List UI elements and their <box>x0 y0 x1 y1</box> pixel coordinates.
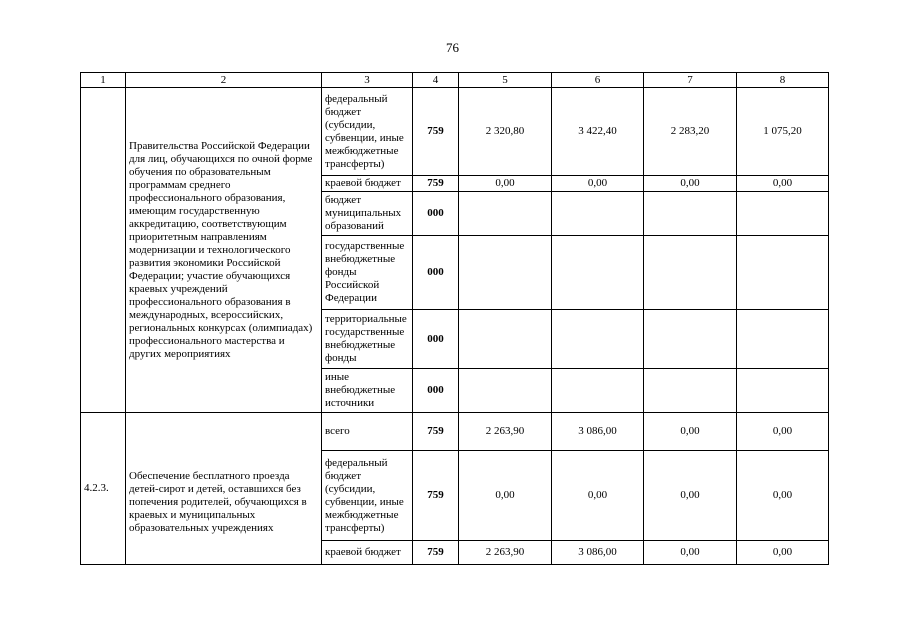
value-col7: 0,00 <box>644 176 737 192</box>
value-col5: 2 263,90 <box>459 541 552 565</box>
value-col6 <box>552 310 644 369</box>
value-col5: 0,00 <box>459 176 552 192</box>
budget-code: 000 <box>413 369 459 413</box>
value-col6: 3 422,40 <box>552 88 644 176</box>
funding-source: краевой бюджет <box>322 541 413 565</box>
funding-source: федеральный бюджет (субсидии, субвенции, иные межбюджетные трансферты) <box>322 451 413 541</box>
column-header: 2 <box>126 73 322 88</box>
funding-source: территориальные государственные внебюджетные фонды <box>322 310 413 369</box>
value-col8 <box>737 369 829 413</box>
spacer <box>129 442 318 470</box>
value-col6: 0,00 <box>552 176 644 192</box>
funding-source: бюджет муниципальных образований <box>322 192 413 236</box>
budget-code: 000 <box>413 236 459 310</box>
value-col7 <box>644 310 737 369</box>
value-col7: 2 283,20 <box>644 88 737 176</box>
value-col8: 0,00 <box>737 451 829 541</box>
item-number <box>81 88 126 413</box>
value-col7: 0,00 <box>644 451 737 541</box>
value-col7 <box>644 236 737 310</box>
value-col8 <box>737 192 829 236</box>
value-col6 <box>552 192 644 236</box>
column-header: 5 <box>459 73 552 88</box>
funding-source: всего <box>322 413 413 451</box>
value-col8: 1 075,20 <box>737 88 829 176</box>
value-col7: 0,00 <box>644 413 737 451</box>
value-col7: 0,00 <box>644 541 737 565</box>
value-col7 <box>644 192 737 236</box>
budget-code: 759 <box>413 541 459 565</box>
budget-code: 759 <box>413 451 459 541</box>
value-col6: 3 086,00 <box>552 541 644 565</box>
funding-source: иные внебюджетные источники <box>322 369 413 413</box>
column-header: 3 <box>322 73 413 88</box>
value-col5 <box>459 369 552 413</box>
column-header: 7 <box>644 73 737 88</box>
budget-code: 759 <box>413 88 459 176</box>
value-col5 <box>459 236 552 310</box>
budget-code: 759 <box>413 176 459 192</box>
column-header: 4 <box>413 73 459 88</box>
item-number: 4.2.3. <box>81 413 126 565</box>
item-description: Правительства Российской Федерации для лиц, обучающихся по очной форме обучения по образовательным программам среднего профессионального образования, имеющим государственную аккредитацию, соответствующим приоритетным направлениям модернизации и технологического развития экономики Российской Федерации; участие обучающихся краевых учреждений профессионального образования в международных, всероссийских, региональных конкурсах (олимпиадах) профессионального мастерства и других мероприятиях <box>126 88 322 413</box>
value-col6: 3 086,00 <box>552 413 644 451</box>
budget-code: 000 <box>413 310 459 369</box>
funding-source: федеральный бюджет (субсидии, субвенции, иные межбюджетные трансферты) <box>322 88 413 176</box>
budget-code: 759 <box>413 413 459 451</box>
item-description-text: Обеспечение бесплатного проезда детей-сирот и детей, оставшихся без попечения родителей, обучающихся в краевых и муниципальных образовательных учреждениях <box>129 470 307 534</box>
column-header: 6 <box>552 73 644 88</box>
value-col6 <box>552 369 644 413</box>
page-number: 76 <box>446 40 459 55</box>
value-col8 <box>737 310 829 369</box>
item-description <box>126 413 322 565</box>
value-col7 <box>644 369 737 413</box>
column-header: 1 <box>81 73 126 88</box>
budget-code: 000 <box>413 192 459 236</box>
value-col6 <box>552 236 644 310</box>
funding-source: краевой бюджет <box>322 176 413 192</box>
table-row <box>81 88 829 176</box>
value-col6: 0,00 <box>552 451 644 541</box>
value-col5: 2 320,80 <box>459 88 552 176</box>
value-col8: 0,00 <box>737 541 829 565</box>
value-col8: 0,00 <box>737 413 829 451</box>
value-col5: 0,00 <box>459 451 552 541</box>
table-row <box>81 413 829 451</box>
budget-table <box>80 72 829 565</box>
value-col5: 2 263,90 <box>459 413 552 451</box>
column-header: 8 <box>737 73 829 88</box>
value-col5 <box>459 310 552 369</box>
value-col8 <box>737 236 829 310</box>
value-col5 <box>459 192 552 236</box>
value-col8: 0,00 <box>737 176 829 192</box>
funding-source: государственные внебюджетные фонды Российской Федерации <box>322 236 413 310</box>
table-header-row <box>81 73 829 88</box>
